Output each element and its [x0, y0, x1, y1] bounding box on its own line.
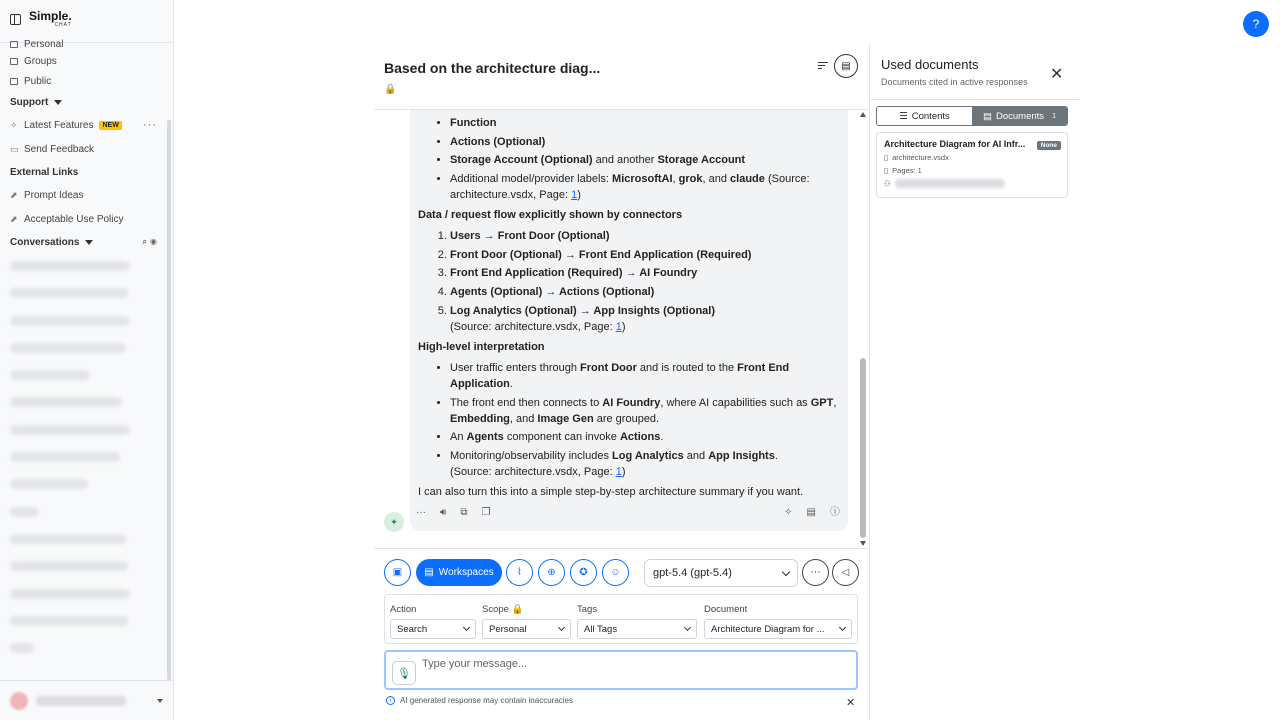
list-item: 5. Log Analytics (Optional) → App Insights (Optional) (Source: architecture.vsdx, Page: 1) [450, 303, 840, 335]
acceptable-use-label: Acceptable Use Policy [24, 213, 124, 225]
close-icon[interactable]: ✕ [846, 697, 856, 709]
ai-avatar-icon: ✦ [384, 512, 404, 532]
workspaces-button[interactable] [416, 559, 502, 586]
document-file-name: architecture.vsdx [892, 153, 949, 162]
sidebar-item-label: Public [24, 75, 52, 87]
document-name: Architecture Diagram for AI Infr... [884, 139, 1026, 149]
list-item: • User traffic enters through Front Door and is routed to the Front End Application. [450, 360, 840, 392]
conversation-item[interactable] [0, 553, 167, 580]
composer-divider [374, 548, 868, 549]
scroll-up-icon[interactable] [860, 112, 866, 117]
used-documents-panel [869, 44, 1080, 720]
scope-value: Personal [489, 623, 527, 635]
scope-label: Scope 🔒 [482, 604, 524, 615]
panel-divider [870, 99, 1080, 100]
search-icon[interactable]: ⌕ [142, 237, 148, 246]
document-pages-row [884, 166, 1060, 175]
message-scrollbar[interactable] [858, 110, 868, 548]
caret-down-icon [54, 100, 62, 105]
voice-button[interactable] [832, 559, 859, 586]
conversation-item[interactable] [0, 389, 167, 416]
conversation-tools [143, 237, 157, 247]
web-search-button[interactable] [538, 559, 565, 586]
send-feedback-label: Send Feedback [24, 143, 95, 155]
composer-toolbar [384, 559, 860, 587]
document-owner-redacted [895, 179, 1005, 188]
external-link-icon: ⬈ [10, 189, 18, 200]
list-item: • Actions (Optional) [450, 134, 840, 150]
document-icon: ▤ [983, 110, 992, 122]
sidebar-item-label: Groups [24, 55, 57, 67]
conversation-item[interactable] [0, 526, 167, 553]
logo-subtext: CHAT [54, 22, 72, 28]
lock-icon: 🔒 [511, 604, 524, 615]
scope-select[interactable] [482, 619, 571, 639]
panel-title: Used documents [881, 57, 979, 72]
conversation-item[interactable] [0, 608, 167, 635]
disclaimer-text: AI generated response may contain inaccuracies [400, 696, 573, 705]
microphone-icon: 🎙︎ [397, 667, 411, 680]
chevron-down-icon [839, 624, 846, 631]
citation-link[interactable]: 1 [615, 465, 622, 478]
support-header[interactable] [0, 91, 167, 113]
tab-documents[interactable] [972, 107, 1067, 125]
closing-text: I can also turn this into a simple step-by-step architecture summary if you want. [418, 485, 804, 498]
message-input[interactable] [384, 650, 858, 690]
prompt-ideas-label: Prompt Ideas [24, 189, 84, 201]
conversations-header[interactable] [0, 231, 167, 253]
documents-count-badge: 1 [1052, 112, 1056, 120]
new-badge: NEW [99, 121, 121, 130]
list-item: • Additional model/provider labels: MicrosoftAI, grok, and claude (Source: architecture.vsdx, Page: 1) [450, 171, 840, 203]
component-list [418, 115, 840, 203]
speaker-off-icon: ◁ [841, 567, 850, 578]
eye-icon[interactable]: ◉ [150, 237, 157, 246]
tags-label: Tags [577, 604, 598, 615]
conversation-item[interactable] [0, 471, 167, 498]
sidebar [0, 0, 174, 720]
model-select[interactable] [644, 559, 798, 587]
document-pages: Pages: 1 [892, 166, 922, 175]
model-select-value: gpt-5.4 (gpt-5.4) [653, 567, 732, 579]
conversation-item[interactable] [0, 280, 167, 307]
folder-icon [10, 58, 18, 65]
conversation-item[interactable] [0, 308, 167, 335]
info-icon: i [386, 696, 395, 705]
list-item: • An Agents component can invoke Actions. [450, 429, 840, 445]
chat-header [374, 40, 868, 110]
external-links-header [0, 161, 167, 183]
document-card[interactable] [876, 132, 1068, 198]
list-item: • Monitoring/observability includes Log Analytics and App Insights. (Source: architecture.vsdx, Page: 1) [450, 448, 840, 480]
close-icon[interactable]: ✕ [1050, 66, 1064, 83]
citation-link[interactable]: 1 [615, 320, 622, 333]
user-icon: ⚇ [884, 179, 891, 188]
document-select[interactable] [704, 619, 852, 639]
feedback-icon: ▭ [10, 143, 19, 154]
chevron-down-icon [782, 567, 790, 575]
folder-icon [10, 78, 18, 85]
conversation-item[interactable] [0, 581, 167, 608]
help-button[interactable] [1243, 11, 1269, 37]
classification-badge: None [1037, 141, 1061, 150]
speaker-icon[interactable]: 🔊︎ [440, 507, 447, 518]
image-icon: ▣ [392, 567, 403, 578]
latest-features-label: Latest Features [24, 119, 94, 131]
sidebar-scrollbar[interactable] [167, 120, 171, 680]
list-item: 1. Users → Front Door (Optional) [450, 228, 840, 244]
tab-contents-label: Contents [911, 110, 950, 122]
sidebar-item-personal[interactable] [0, 37, 167, 51]
assistant-message [410, 110, 848, 531]
list-icon[interactable] [818, 62, 828, 71]
info-icon[interactable]: ⓘ [830, 507, 840, 518]
file-icon: ▯ [884, 153, 889, 162]
logo [29, 10, 72, 28]
chat-title: Based on the architecture diag... [384, 60, 601, 76]
sidebar-scroll [0, 36, 167, 680]
folder-icon [10, 41, 18, 48]
document-owner-row [884, 179, 1060, 188]
brand [10, 10, 72, 28]
more-options-icon[interactable]: ··· [143, 119, 157, 131]
sidebar-toggle-icon[interactable] [10, 14, 21, 25]
tags-select[interactable] [577, 619, 697, 639]
pages-icon: ▯ [884, 166, 889, 175]
question-icon: ? [1252, 17, 1260, 31]
document-file-row [884, 153, 1060, 162]
duplicate-icon[interactable]: ❐ [481, 507, 491, 518]
attach-button[interactable] [506, 559, 533, 586]
sidebar-item-acceptable-use[interactable] [0, 207, 167, 231]
sidebar-item-latest-features[interactable] [0, 113, 167, 137]
ai-disclaimer [386, 696, 573, 705]
logo-text: Simple. [29, 9, 72, 23]
tab-documents-label: Documents [996, 110, 1045, 122]
document-label: Document [704, 604, 748, 615]
user-profile[interactable] [0, 680, 173, 720]
signal-icon: ⋯ [810, 567, 821, 578]
lock-icon: 🔒 [384, 84, 397, 95]
sidebar-item-send-feedback[interactable] [0, 137, 167, 161]
interpretation-list [418, 360, 840, 480]
action-label: Action [390, 604, 417, 615]
avatar [10, 692, 28, 710]
document-value: Architecture Diagram for ... [711, 623, 825, 635]
tags-value: All Tags [584, 623, 618, 635]
conversation-item[interactable] [0, 635, 167, 662]
action-select[interactable] [390, 619, 476, 639]
message-area [374, 110, 868, 548]
search-filters [384, 594, 858, 644]
list-item: 3. Front End Application (Required) → AI Foundry [450, 265, 840, 281]
tab-contents[interactable] [877, 107, 972, 125]
scroll-down-icon[interactable] [860, 541, 866, 546]
list-item: 4. Agents (Optional) → Actions (Optional) [450, 284, 840, 300]
reasoning-button[interactable] [802, 559, 829, 586]
flow-list [418, 228, 840, 335]
external-link-icon: ⬈ [10, 213, 18, 224]
document-icon: ▤ [424, 567, 434, 578]
caret-down-icon [85, 240, 93, 245]
scroll-thumb[interactable] [860, 358, 866, 538]
conversation-item[interactable] [0, 417, 167, 444]
message-placeholder: Type your message... [422, 658, 528, 670]
copy-icon[interactable]: ⧉ [460, 507, 468, 518]
sparkle-icon[interactable]: ✧ [784, 507, 793, 518]
ideas-button[interactable] [570, 559, 597, 586]
paperclip-icon: ⌇ [517, 567, 522, 578]
conversation-item[interactable] [0, 362, 167, 389]
chevron-down-icon [558, 624, 565, 631]
more-icon[interactable]: ··· [416, 507, 426, 518]
image-button[interactable] [384, 559, 411, 586]
sparkle-icon: ✧ [10, 119, 18, 130]
sidebar-item-label: Personal [24, 38, 64, 50]
citation-link[interactable]: 1 [571, 189, 578, 202]
list-item: 2. Front Door (Optional) → Front End Application (Required) [450, 247, 840, 263]
flow-heading: Data / request flow explicitly shown by connectors [418, 209, 683, 222]
list-icon: ☰ [899, 110, 908, 122]
list-item: • Storage Account (Optional) and another Storage Account [450, 152, 840, 168]
workspaces-label: Workspaces [438, 567, 494, 578]
user-name-redacted [36, 696, 126, 706]
support-header-label: Support [10, 96, 49, 108]
conversations-label: Conversations [10, 236, 80, 248]
lightbulb-icon: ✪ [579, 567, 588, 578]
list-item: • The front end then connects to AI Foundry, where AI capabilities such as GPT, Embedding, and Image Gen are grouped. [450, 395, 840, 427]
list-item: • Function [450, 115, 840, 131]
notes-icon[interactable]: ▤ [806, 507, 816, 518]
microphone-button[interactable] [392, 661, 416, 685]
sidebar-item-groups[interactable] [0, 51, 167, 71]
conversation-item[interactable] [0, 499, 167, 526]
conversation-item[interactable] [0, 444, 167, 471]
action-value: Search [397, 623, 428, 635]
external-links-label: External Links [10, 166, 79, 178]
chevron-down-icon [463, 624, 470, 631]
robot-icon: ☺ [610, 567, 621, 578]
document-icon[interactable]: ▤ [834, 54, 858, 78]
sidebar-item-prompt-ideas[interactable] [0, 183, 167, 207]
sidebar-item-public[interactable] [0, 71, 167, 91]
globe-icon: ⊕ [547, 567, 556, 578]
panel-subtitle: Documents cited in active responses [881, 77, 1028, 87]
caret-down-icon[interactable] [157, 699, 163, 703]
agent-button[interactable] [602, 559, 629, 586]
interpretation-heading: High-level interpretation [418, 340, 545, 353]
message-actions-right [784, 505, 840, 521]
panel-tabs [876, 106, 1068, 126]
conversation-item[interactable] [0, 335, 167, 362]
conversation-item[interactable] [0, 253, 167, 280]
message-actions [416, 505, 840, 521]
chevron-down-icon [684, 624, 691, 631]
